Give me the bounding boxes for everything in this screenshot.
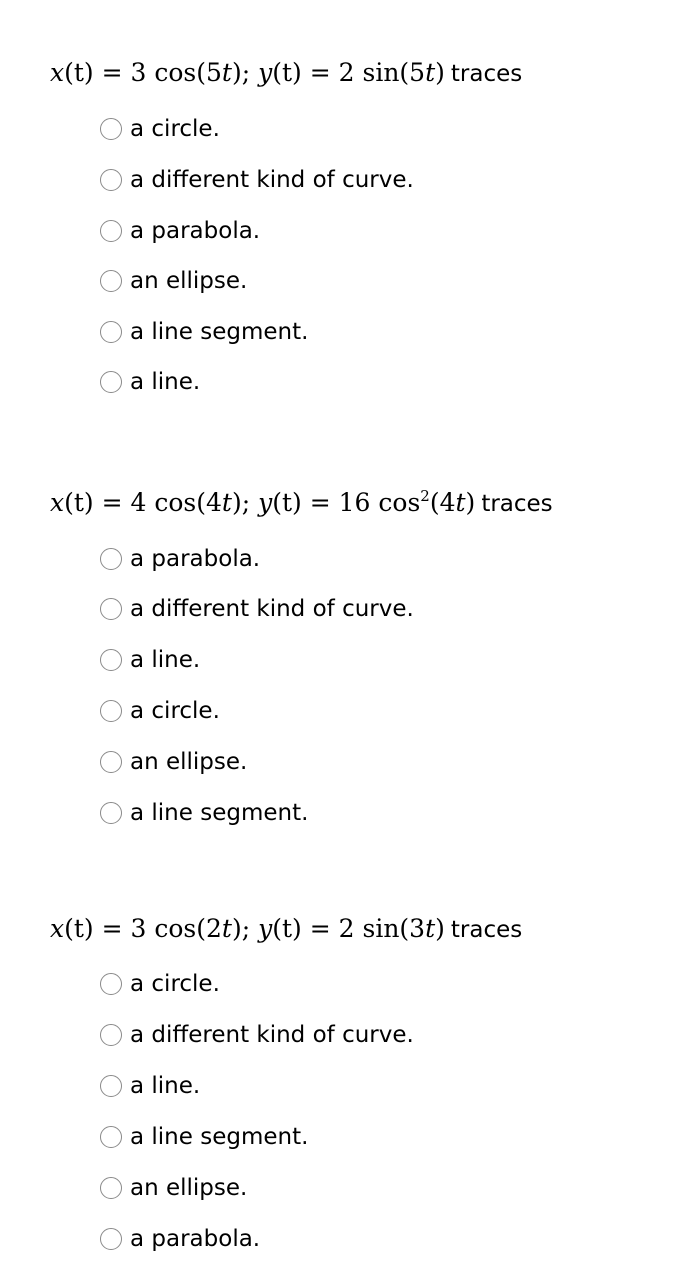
answer-option[interactable] [100, 543, 260, 575]
radio-button[interactable] [100, 1177, 122, 1199]
radio-button[interactable] [100, 548, 122, 570]
option-label: a parabola. [130, 1226, 261, 1252]
radio-button[interactable] [100, 649, 122, 671]
answer-option[interactable] [100, 164, 414, 196]
answer-option[interactable] [100, 215, 260, 247]
question-prompt [50, 912, 522, 947]
option-label: a different kind of curve. [130, 1022, 414, 1048]
radio-button[interactable] [100, 220, 122, 242]
option-label: a line segment. [130, 319, 309, 345]
radio-button[interactable] [100, 169, 122, 191]
prompt-suffix: traces [450, 61, 523, 87]
radio-button[interactable] [100, 118, 122, 140]
prompt-suffix: traces [481, 491, 553, 517]
answer-option[interactable] [100, 1070, 200, 1102]
answer-option[interactable] [100, 113, 220, 145]
answer-option[interactable] [100, 1121, 308, 1153]
option-label: a parabola. [130, 546, 261, 572]
answer-option[interactable] [100, 366, 200, 398]
option-label: a line. [130, 647, 201, 673]
answer-option[interactable] [100, 1019, 414, 1051]
radio-button[interactable] [100, 1126, 122, 1148]
option-label: an ellipse. [130, 749, 248, 775]
option-label: a different kind of curve. [130, 596, 414, 622]
option-label: an ellipse. [130, 1175, 248, 1201]
answer-option[interactable] [100, 593, 414, 625]
radio-button[interactable] [100, 321, 122, 343]
answer-option[interactable] [100, 1223, 260, 1255]
radio-button[interactable] [100, 371, 122, 393]
option-label: a parabola. [130, 218, 261, 244]
option-label: a circle. [130, 698, 220, 724]
answer-option[interactable] [100, 644, 200, 676]
option-label: a line segment. [130, 800, 309, 826]
radio-button[interactable] [100, 1228, 122, 1250]
radio-button[interactable] [100, 598, 122, 620]
answer-option[interactable] [100, 746, 247, 778]
option-label: a line. [130, 1073, 201, 1099]
answer-option[interactable] [100, 316, 308, 348]
parametric-equation: x(t) = 3 cos(5t); y(t) = 2 sin(5t) [50, 58, 445, 87]
option-label: a circle. [130, 116, 220, 142]
question-prompt [50, 486, 553, 521]
question-prompt [50, 56, 522, 91]
answer-option[interactable] [100, 797, 308, 829]
answer-option[interactable] [100, 265, 247, 297]
prompt-suffix: traces [450, 917, 523, 943]
radio-button[interactable] [100, 700, 122, 722]
answer-option[interactable] [100, 968, 220, 1000]
option-label: a line. [130, 369, 201, 395]
option-label: a circle. [130, 971, 220, 997]
radio-button[interactable] [100, 1024, 122, 1046]
radio-button[interactable] [100, 751, 122, 773]
radio-button[interactable] [100, 802, 122, 824]
radio-button[interactable] [100, 270, 122, 292]
radio-button[interactable] [100, 973, 122, 995]
answer-option[interactable] [100, 1172, 247, 1204]
answer-option[interactable] [100, 695, 220, 727]
parametric-equation: x(t) = 4 cos(4t); y(t) = 16 $\cos^2(4t)$ [50, 487, 476, 517]
option-label: a line segment. [130, 1124, 309, 1150]
option-label: an ellipse. [130, 268, 248, 294]
radio-button[interactable] [100, 1075, 122, 1097]
option-label: a different kind of curve. [130, 167, 414, 193]
parametric-equation: x(t) = 3 cos(2t); y(t) = 2 sin(3t) [50, 914, 445, 943]
